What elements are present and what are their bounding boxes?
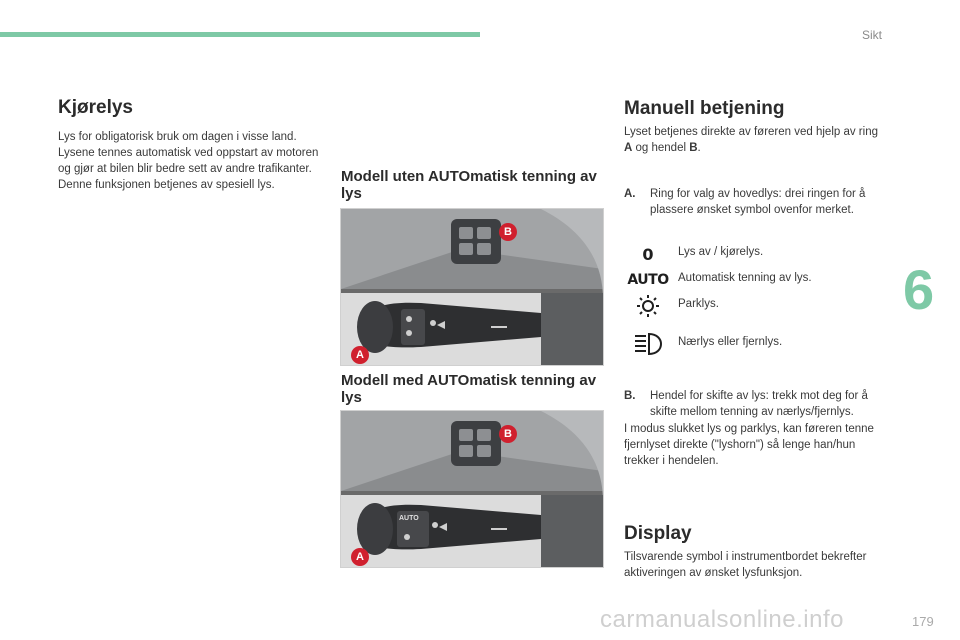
header-accent-bar: [0, 32, 480, 37]
symbol-row-off: [626, 240, 886, 268]
daytime-paragraph-2: Lysene tennes automatisk ved oppstart av motoren og gjør at bilen blir bedre sett av andre trafikanter.: [58, 147, 319, 175]
off-symbol-icon: 0: [642, 244, 654, 264]
item-b-text: Hendel for skifte av lys: trekk mot deg for å skifte mellom tenning av nærlys/fjernlys.: [650, 390, 868, 418]
flash-paragraph: I modus slukket lys og parklys, kan føreren tenne fjernlyset direkte ("lyshorn") så lenge han/hun trekker i hendelen.: [624, 423, 874, 467]
stalk-auto-marking: AUTO: [399, 515, 419, 522]
item-b: [624, 388, 894, 420]
heading-model-without-auto: Modell uten AUTOmatisk tenning av lys: [341, 168, 597, 202]
symbol-label-parking: Parklys.: [678, 298, 719, 310]
item-a: [624, 186, 894, 218]
callout-b-badge: B: [499, 425, 517, 443]
manual-intro: [624, 124, 884, 156]
callout-a-badge: A: [351, 346, 369, 364]
heading-display: Display: [624, 523, 692, 544]
symbol-row-auto: [626, 266, 886, 294]
item-a-letter: A.: [624, 188, 636, 200]
symbol-row-parking: [626, 292, 886, 320]
callout-b-badge: B: [499, 223, 517, 241]
heading-daytime-lights: Kjørelys: [58, 97, 133, 118]
left-column: [58, 97, 328, 193]
intro-ring-a: A: [624, 142, 633, 154]
heading-model-with-auto: Modell med AUTOmatisk tenning av lys: [341, 372, 597, 406]
daytime-paragraph-1: Lys for obligatorisk bruk om dagen i visse land.: [58, 131, 297, 143]
item-a-text: Ring for valg av hovedlys: drei ringen for å plassere ønsket symbol ovenfor merket.: [650, 188, 866, 216]
stalk-illustration-auto: [341, 411, 603, 567]
headlight-icon: [626, 330, 670, 358]
auto-symbol-icon: AUTO: [627, 272, 669, 288]
heading-manual-operation: Manuell betjening: [624, 98, 785, 119]
intro-text-end: .: [697, 142, 701, 154]
stalk-photo-with-auto: [340, 410, 604, 568]
page-number: 179: [912, 614, 934, 629]
stalk-illustration: [341, 209, 603, 365]
symbol-label-off: Lys av / kjørelys.: [678, 246, 764, 258]
symbol-row-headlight: [626, 330, 886, 358]
intro-text-1: Lyset betjenes direkte av føreren ved hjelp av ring: [624, 126, 878, 138]
stalk-photo-without-auto: [340, 208, 604, 366]
parking-light-icon: [626, 292, 670, 320]
symbol-label-auto: Automatisk tenning av lys.: [678, 272, 812, 284]
display-paragraph: Tilsvarende symbol i instrumentbordet bekrefter aktiveringen av ønsket lysfunksjon.: [624, 551, 867, 579]
item-b-letter: B.: [624, 390, 636, 402]
section-label: Sikt: [862, 28, 883, 42]
watermark: carmanualsonline.info: [600, 606, 844, 633]
chapter-number: 6: [903, 258, 935, 321]
daytime-paragraph-3: Denne funksjonen betjenes av spesiell lys.: [58, 179, 275, 191]
symbol-label-headlight: Nærlys eller fjernlys.: [678, 336, 783, 348]
intro-stalk-b: B: [689, 142, 698, 154]
intro-text-2: og hendel: [632, 142, 690, 154]
callout-a-badge: A: [351, 548, 369, 566]
